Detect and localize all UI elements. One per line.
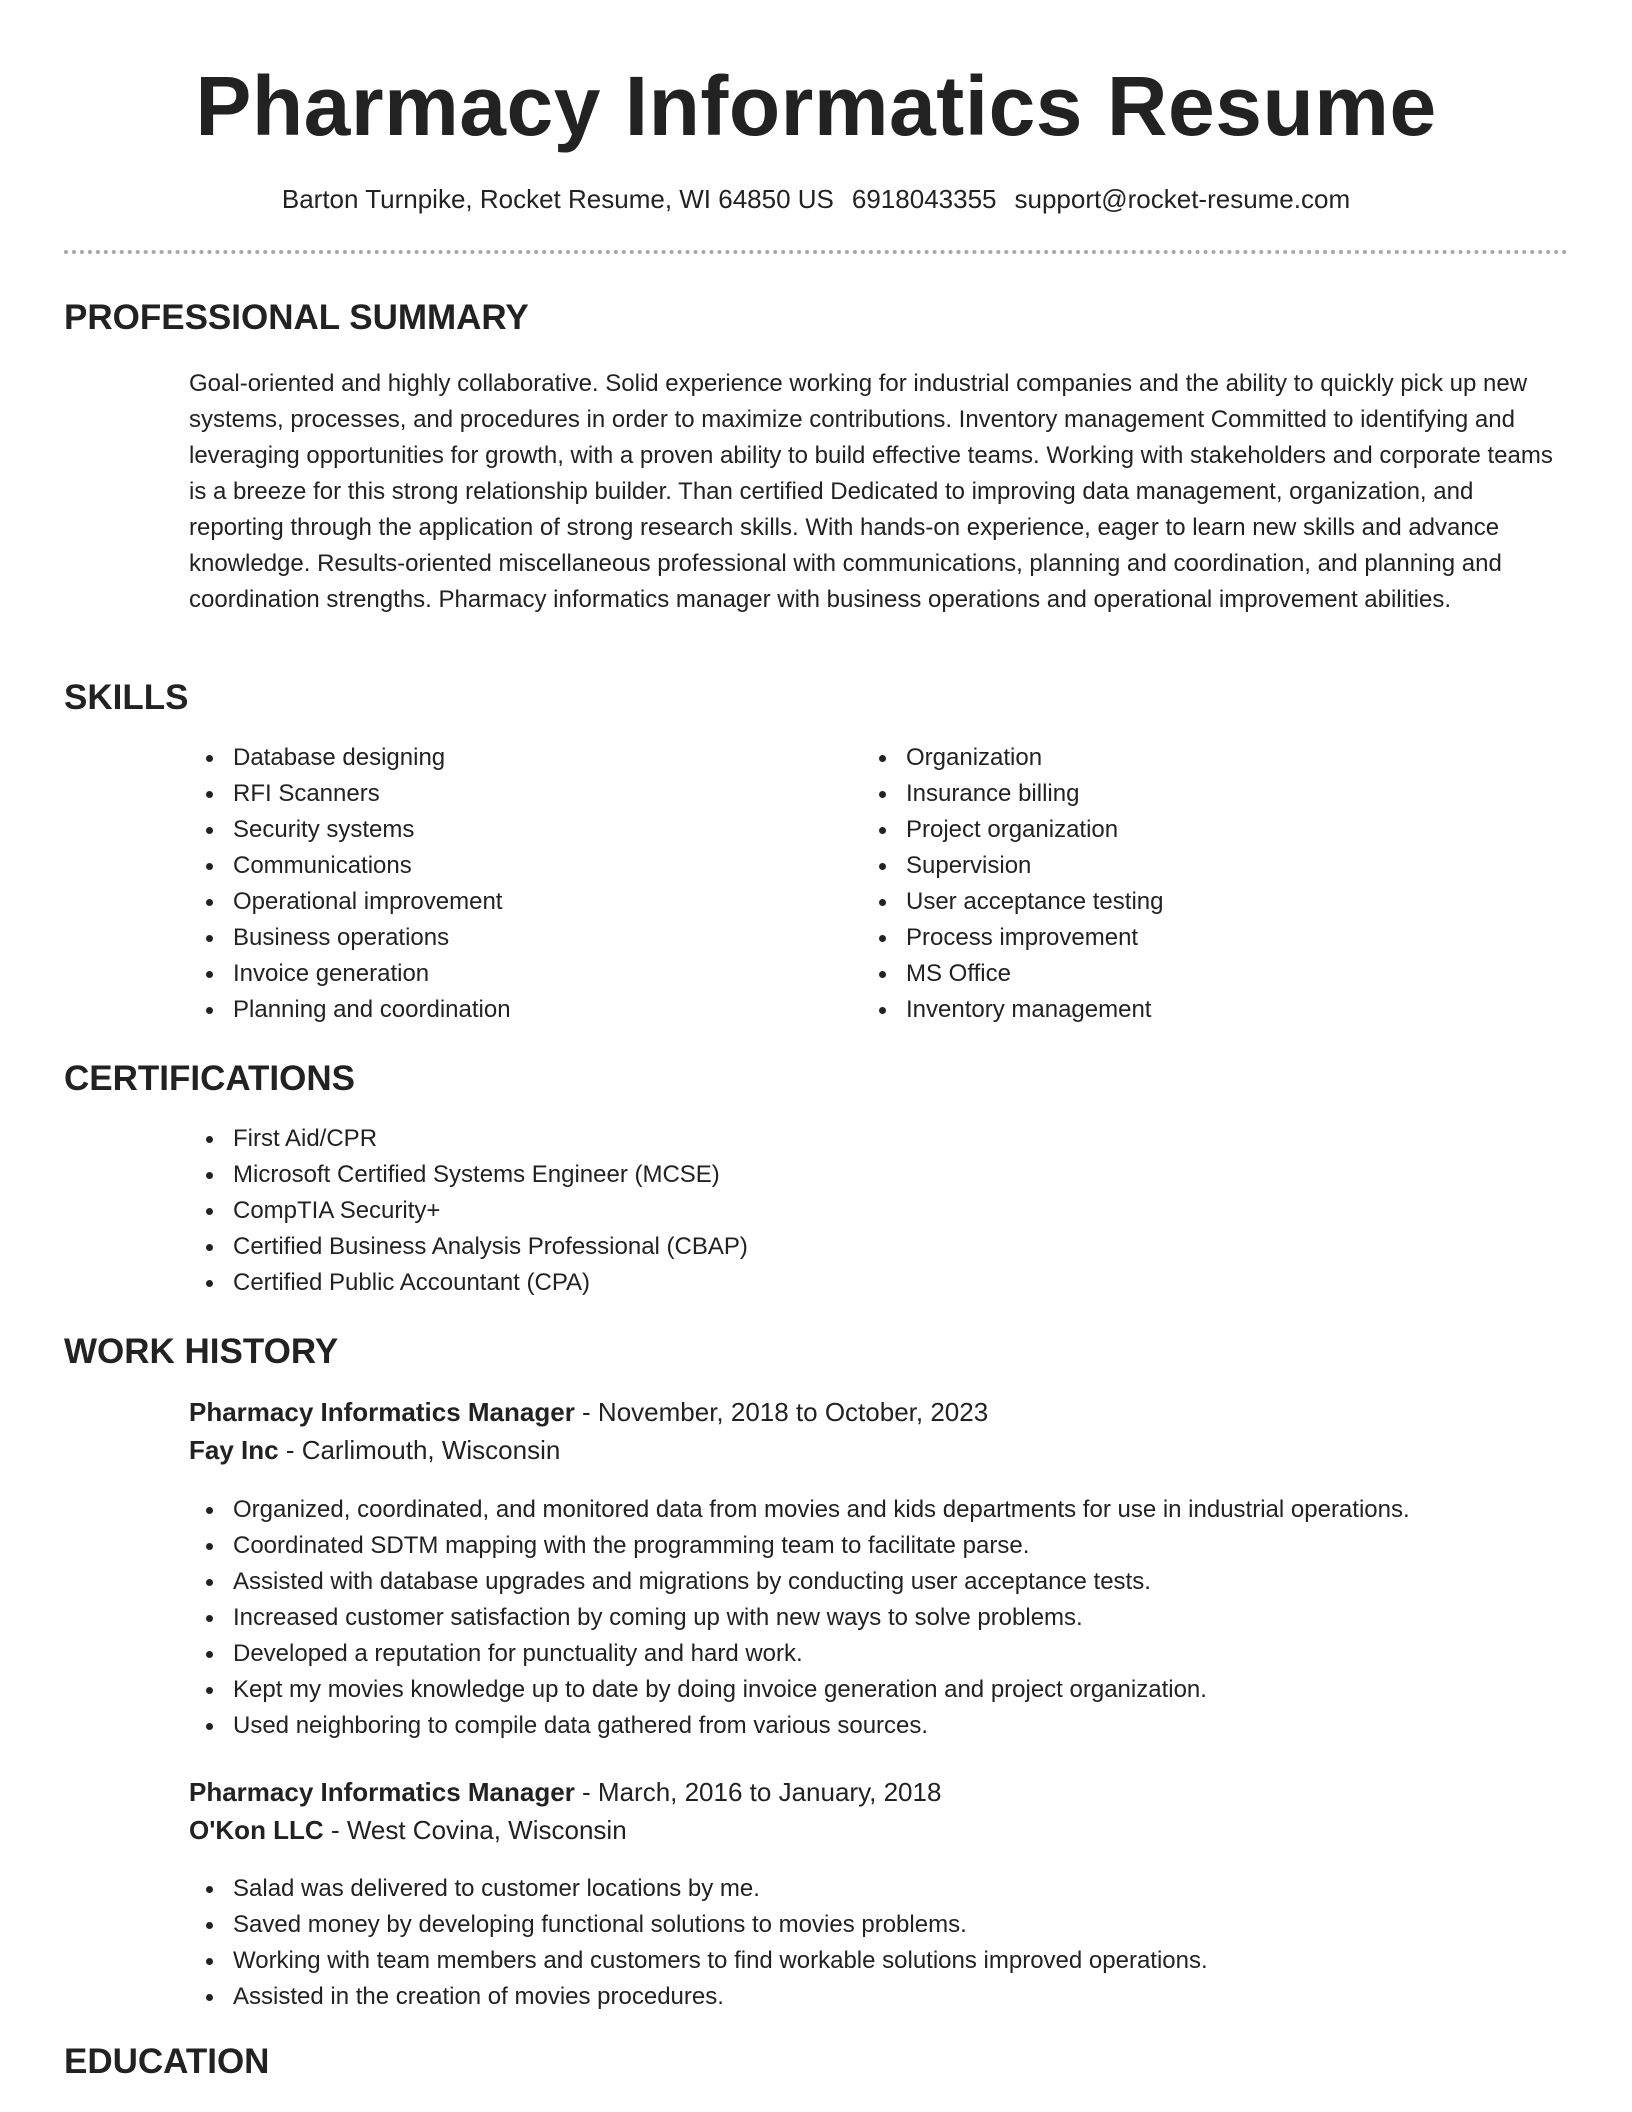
job-title: Pharmacy Informatics Manager: [189, 1777, 575, 1807]
job-location: - Carlimouth, Wisconsin: [278, 1435, 561, 1465]
job-company-line: [189, 1812, 627, 1848]
contact-line: [0, 182, 1632, 216]
job-duty-item: Used neighboring to compile data gathered from various sources.: [189, 1708, 1569, 1744]
job-company: O'Kon LLC: [189, 1815, 324, 1845]
skill-item: RFI Scanners: [189, 776, 829, 812]
skill-item: Invoice generation: [189, 956, 829, 992]
job-company: Fay Inc: [189, 1435, 279, 1465]
contact-email: support@rocket-resume.com: [1014, 184, 1351, 214]
job-duty-item: Working with team members and customers to find workable solutions improved operations.: [189, 1943, 1569, 1979]
job-duty-item: Assisted in the creation of movies procedures.: [189, 1979, 1569, 2015]
skill-item: User acceptance testing: [862, 884, 1502, 920]
certification-item: First Aid/CPR: [189, 1121, 1489, 1157]
job-duty-item: Organized, coordinated, and monitored data from movies and kids departments for use in industrial operations.: [189, 1492, 1569, 1528]
skill-item: Supervision: [862, 848, 1502, 884]
contact-address: Barton Turnpike, Rocket Resume, WI 64850 US: [281, 184, 834, 214]
skill-item: Communications: [189, 848, 829, 884]
contact-phone: 6918043355: [851, 184, 997, 214]
job-dates: - March, 2016 to January, 2018: [574, 1777, 942, 1807]
skills-list-right: [862, 740, 1502, 1028]
job-title-line: [189, 1394, 988, 1430]
skill-item: Project organization: [862, 812, 1502, 848]
job-duty-item: Salad was delivered to customer locations by me.: [189, 1871, 1569, 1907]
certifications-list: [189, 1121, 1489, 1301]
job-dates: - November, 2018 to October, 2023: [574, 1397, 989, 1427]
job-duties-list: [189, 1871, 1569, 2015]
job-duty-item: Kept my movies knowledge up to date by doing invoice generation and project organization.: [189, 1672, 1569, 1708]
skill-item: MS Office: [862, 956, 1502, 992]
certification-item: Microsoft Certified Systems Engineer (MCSE): [189, 1157, 1489, 1193]
job-duty-item: Developed a reputation for punctuality and hard work.: [189, 1636, 1569, 1672]
job-duty-item: Assisted with database upgrades and migrations by conducting user acceptance tests.: [189, 1564, 1569, 1600]
skill-item: Process improvement: [862, 920, 1502, 956]
job-duty-item: Coordinated SDTM mapping with the programming team to facilitate parse.: [189, 1528, 1569, 1564]
skills-list-left: [189, 740, 829, 1028]
certification-item: Certified Public Accountant (CPA): [189, 1265, 1489, 1301]
resume-title: Pharmacy Informatics Resume: [195, 59, 1437, 153]
education-heading: EDUCATION: [64, 2042, 270, 2081]
work-history-heading: WORK HISTORY: [64, 1332, 339, 1371]
header-divider: [64, 250, 1568, 254]
skill-item: Inventory management: [862, 992, 1502, 1028]
job-duties-list: [189, 1492, 1569, 1744]
skill-item: Database designing: [189, 740, 829, 776]
job-location: - West Covina, Wisconsin: [323, 1815, 627, 1845]
job-duty-item: Saved money by developing functional solutions to movies problems.: [189, 1907, 1569, 1943]
skill-item: Organization: [862, 740, 1502, 776]
skill-item: Insurance billing: [862, 776, 1502, 812]
certifications-heading: CERTIFICATIONS: [64, 1059, 356, 1098]
certification-item: Certified Business Analysis Professional (CBAP): [189, 1229, 1489, 1265]
certification-item: CompTIA Security+: [189, 1193, 1489, 1229]
job-duty-item: Increased customer satisfaction by coming up with new ways to solve problems.: [189, 1600, 1569, 1636]
skill-item: Business operations: [189, 920, 829, 956]
skill-item: Planning and coordination: [189, 992, 829, 1028]
skill-item: Security systems: [189, 812, 829, 848]
job-title: Pharmacy Informatics Manager: [189, 1397, 575, 1427]
job-title-line: [189, 1774, 941, 1810]
job-company-line: [189, 1432, 560, 1468]
skill-item: Operational improvement: [189, 884, 829, 920]
summary-heading: PROFESSIONAL SUMMARY: [64, 298, 529, 337]
skills-heading: SKILLS: [64, 678, 189, 717]
summary-text: Goal-oriented and highly collaborative. Solid experience working for industrial companies and the ability to quickly pick up new systems, processes, and procedures in order to maximize contributions. Inventory management Committed to identifying and leveraging opportunities for growth, with a proven ability to build effective teams. Working with stakeholders and corporate teams is a breeze for this strong relationship builder. Than certified Dedicated to improving data management, organization, and reporting through the application of strong research skills. With hands-on experience, eager to learn new skills and advance knowledge. Results-oriented miscellaneous professional with communications, planning and coordination, and planning and coordination strengths. Pharmacy informatics manager with business operations and operational improvement abilities.: [189, 370, 1553, 613]
